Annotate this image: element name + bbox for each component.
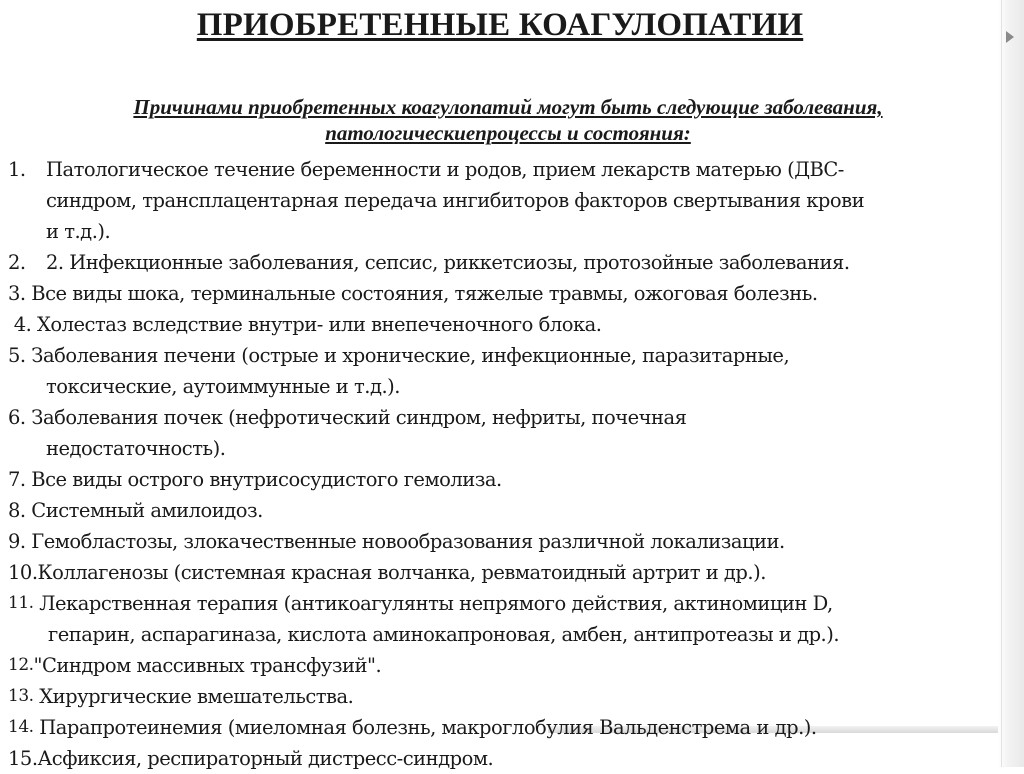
- list-item-text-continued: синдром, трансплацентарная передача ингибиторов факторов свертывания крови: [46, 189, 865, 212]
- list-item: [8, 278, 1012, 309]
- list-item: [8, 712, 1012, 743]
- list-item-text: Все виды острого внутрисосудистого гемолиза.: [25, 468, 502, 491]
- list-item-text: Холестаз вследствие внутри- или внепеченочного блока.: [31, 313, 602, 336]
- list-item-text: Заболевания печени (острые и хронические, инфекционные, паразитарные,: [25, 344, 790, 367]
- list-item-number: 6.: [8, 406, 26, 429]
- list-item-text-continued: гепарин, аспарагиназа, кислота аминокапроновая, амбен, антипротеазы и др.).: [48, 623, 840, 646]
- list-item: [8, 402, 1012, 464]
- list-item-number: 4.: [8, 313, 32, 336]
- list-item-text: Гемобластозы, злокачественные новообразования различной локализации.: [25, 530, 785, 553]
- list-item-text: Парапротеинемия (миеломная болезнь, макроглобулия Вальденстрема и др.).: [33, 716, 817, 739]
- triangle-arrow-icon: [1006, 31, 1014, 43]
- list-item: [8, 650, 1012, 681]
- slide-title: ПРИОБРЕТЕННЫЕ КОАГУЛОПАТИИ: [196, 7, 804, 43]
- list-item: [8, 743, 1012, 774]
- list-item-text: "Синдром массивных трансфузий".: [33, 654, 382, 677]
- list-item-text-continued: недостаточность).: [46, 437, 226, 460]
- list-item-number: 7.: [8, 468, 26, 491]
- list-item-text: Асфиксия, респираторный дистресс-синдром.: [37, 747, 494, 770]
- list-item-text: Патологическое течение беременности и родов, прием лекарств матерью (ДВС-: [46, 158, 844, 181]
- list-item: [8, 557, 1012, 588]
- list-item-number: 8.: [8, 499, 26, 522]
- list-item-number: 14.: [8, 717, 34, 737]
- list-item: [8, 464, 1012, 495]
- list-item-text-continued: и т.д.).: [46, 220, 111, 243]
- list-item: [8, 526, 1012, 557]
- list-item: [8, 495, 1012, 526]
- list-item-text: Лекарственная терапия (антикоагулянты непрямого действия, актиномицин D,: [33, 592, 833, 615]
- list-item-number: 5.: [8, 344, 26, 367]
- list-item-text: Заболевания почек (нефротический синдром, нефриты, почечная: [25, 406, 687, 429]
- list-item-text: 2. Инфекционные заболевания, сепсис, риккетсиозы, протозойные заболевания.: [46, 251, 850, 274]
- list-item-number: 10.: [8, 561, 38, 584]
- causes-list: [8, 154, 1012, 774]
- list-item: [8, 247, 1012, 278]
- list-item-text: Хирургические вмешательства.: [33, 685, 354, 708]
- list-item-number: 3.: [8, 282, 26, 305]
- list-item-number: 11.: [8, 593, 34, 613]
- list-item-number: 9.: [8, 530, 26, 553]
- intro-line-2: патологическиепроцессы и состояния:: [325, 121, 691, 145]
- intro-line-1: Причинами приобретенных коагулопатий могут быть следующие заболевания,: [133, 95, 883, 119]
- list-item: [8, 154, 1012, 247]
- list-item: [8, 309, 1012, 340]
- list-item-text: Системный амилоидоз.: [25, 499, 263, 522]
- list-item: [8, 681, 1012, 712]
- list-item-number: 2.: [8, 251, 26, 274]
- intro-text: [0, 94, 1016, 146]
- list-item-number: 1.: [8, 158, 26, 181]
- list-item-text: Все виды шока, терминальные состояния, тяжелые травмы, ожоговая болезнь.: [25, 282, 818, 305]
- list-item-number: 15.: [8, 747, 38, 770]
- list-item-text-continued: токсические, аутоиммунные и т.д.).: [46, 375, 400, 398]
- list-item-text: Коллагенозы (системная красная волчанка, ревматоидный артрит и др.).: [37, 561, 766, 584]
- list-item-number: 12.: [8, 655, 34, 675]
- list-item-number: 13.: [8, 686, 34, 706]
- list-item: [8, 340, 1012, 402]
- list-item: [8, 588, 1012, 650]
